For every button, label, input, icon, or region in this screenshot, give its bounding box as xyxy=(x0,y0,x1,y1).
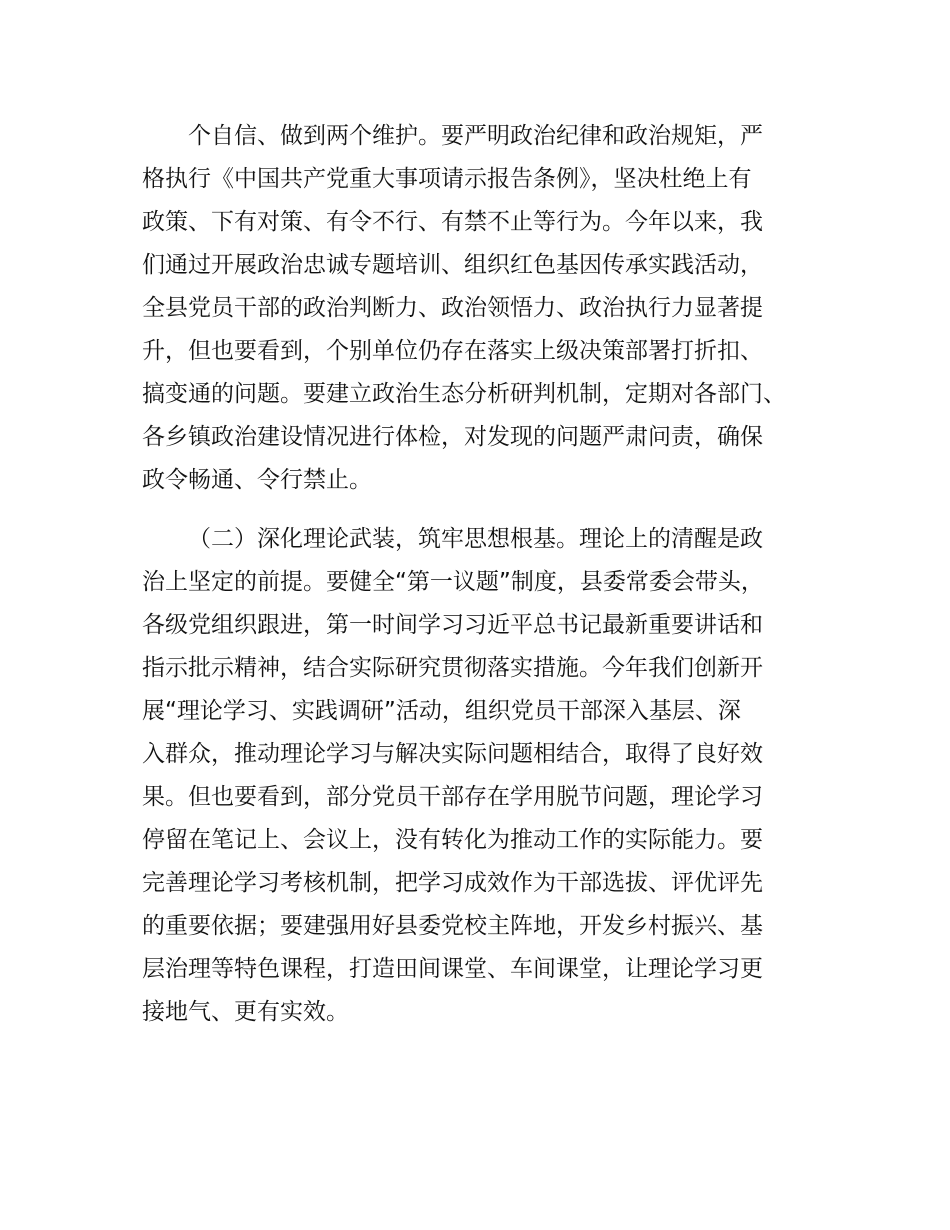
text-line: 全县党员干部的政治判断力、政治领悟力、政治执行力显著提 xyxy=(142,295,763,321)
paragraph-1 xyxy=(142,115,832,502)
text-line: 格执行《中国共产党重大事项请示报告条例》，坚决杜绝上有 xyxy=(142,166,752,192)
text-line: 指示批示精神，结合实际研究贯彻落实措施。今年我们创新开 xyxy=(142,655,763,681)
text-line: 政令畅通、令行禁止。 xyxy=(142,467,372,493)
text-line: 政策、下有对策、有令不行、有禁不止等行为。今年以来，我 xyxy=(142,209,763,235)
text-line: 搞变通的问题。要建立政治生态分析研判机制，定期对各部门、 xyxy=(142,381,786,407)
text-line: 升，但也要看到，个别单位仍存在落实上级决策部署打折扣、 xyxy=(142,338,763,364)
text-line: 各级党组织跟进，第一时间学习习近平总书记最新重要讲话和 xyxy=(142,612,763,638)
text-line: （二）深化理论武装，筑牢思想根基。理论上的清醒是政 xyxy=(188,526,763,552)
text-line: 们通过开展政治忠诚专题培训、组织红色基因传承实践活动， xyxy=(142,252,763,278)
text-line: 展“理论学习、实践调研”活动，组织党员干部深入基层、深 xyxy=(142,698,741,724)
paragraph-2 xyxy=(142,518,832,1034)
text-line: 的重要依据；要建强用好县委党校主阵地，开发乡村振兴、基 xyxy=(142,913,763,939)
text-line: 入群众，推动理论学习与解决实际问题相结合，取得了良好效 xyxy=(142,741,763,767)
text-line: 层治理等特色课程，打造田间课堂、车间课堂，让理论学习更 xyxy=(142,956,763,982)
text-line: 个自信、做到两个维护。要严明政治纪律和政治规矩，严 xyxy=(188,123,763,149)
text-line: 接地气、更有实效。 xyxy=(142,999,349,1025)
text-line: 完善理论学习考核机制，把学习成效作为干部选拔、评优评先 xyxy=(142,870,763,896)
text-line: 停留在笔记上、会议上，没有转化为推动工作的实际能力。要 xyxy=(142,827,763,853)
text-line: 果。但也要看到，部分党员干部存在学用脱节问题，理论学习 xyxy=(142,784,763,810)
text-line: 治上坚定的前提。要健全“第一议题”制度，县委常委会带头， xyxy=(142,569,764,595)
text-line: 各乡镇政治建设情况进行体检，对发现的问题严肃问责，确保 xyxy=(142,424,763,450)
